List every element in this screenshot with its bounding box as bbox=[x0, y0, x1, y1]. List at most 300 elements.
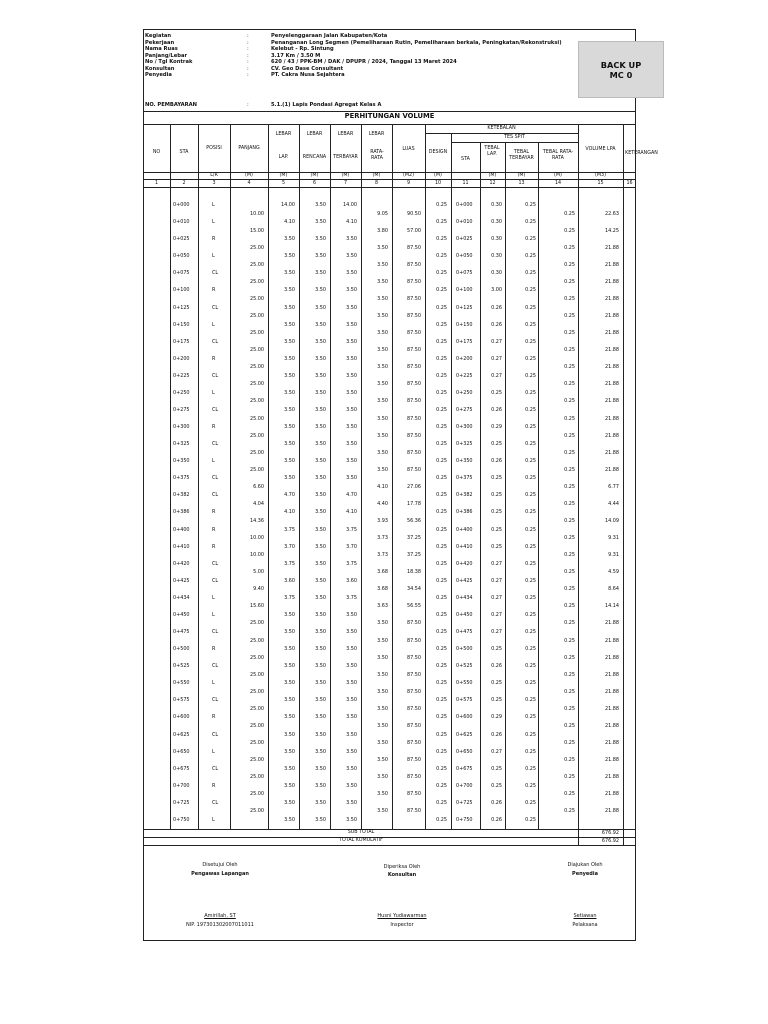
row-lebar-terbayar: 3.50 bbox=[346, 458, 357, 465]
row-posisi: CL bbox=[212, 731, 219, 738]
row-lebar-lap: 3.50 bbox=[284, 304, 295, 311]
row-luas: 18.38 bbox=[406, 569, 421, 576]
row-sta-spit: 0+010 bbox=[456, 219, 473, 226]
row-design: 0.25 bbox=[436, 646, 447, 653]
row-luas: 87.50 bbox=[406, 654, 421, 661]
table-rule bbox=[480, 142, 481, 829]
row-tebal-terbayar: 0.25 bbox=[525, 372, 536, 379]
row-volume: 21.88 bbox=[604, 278, 619, 285]
col-luas: LUAS bbox=[402, 147, 415, 152]
row-sta-spit: 0+375 bbox=[456, 475, 473, 482]
header-info-colon: : bbox=[247, 46, 249, 52]
row-rata-rata: 3.50 bbox=[377, 261, 388, 268]
row-lebar-terbayar: 3.50 bbox=[346, 714, 357, 721]
row-volume: 21.88 bbox=[604, 449, 619, 456]
row-sta-spit: 0+050 bbox=[456, 253, 473, 260]
sig-right-role: Diajukan Oleh bbox=[567, 862, 603, 868]
row-tebal-rata: 0.25 bbox=[564, 671, 575, 678]
row-tebal-terbayar: 0.25 bbox=[525, 594, 536, 601]
row-posisi: CL bbox=[212, 765, 219, 772]
row-lebar-terbayar: 3.50 bbox=[346, 270, 357, 277]
row-luas: 56.36 bbox=[406, 517, 421, 524]
backup-code: MC 0 bbox=[609, 69, 633, 80]
row-luas: 37.25 bbox=[406, 535, 421, 541]
row-sta: 0+386 bbox=[173, 509, 190, 516]
row-tebal-terbayar: 0.25 bbox=[525, 355, 536, 362]
header-info-value: Penyelenggaraan Jalan Kabupaten/Kota bbox=[271, 33, 388, 39]
row-lebar-terbayar: 3.50 bbox=[346, 253, 357, 260]
row-sta-spit: 0+434 bbox=[456, 594, 473, 601]
row-posisi: L bbox=[212, 321, 215, 328]
row-sta: 0+725 bbox=[173, 799, 190, 806]
row-rata-rata: 3.50 bbox=[377, 688, 388, 695]
row-rata-rata: 3.50 bbox=[377, 740, 388, 746]
row-sta-spit: 0+420 bbox=[456, 560, 473, 567]
row-sta: 0+475 bbox=[173, 629, 190, 635]
row-panjang: 25.00 bbox=[249, 261, 264, 268]
row-tebal-lap: 0.25 bbox=[491, 680, 502, 687]
header-info-colon: : bbox=[247, 33, 249, 39]
row-panjang: 25.00 bbox=[249, 330, 264, 337]
row-lebar-lap: 3.50 bbox=[284, 611, 295, 618]
row-rata-rata: 3.50 bbox=[377, 637, 388, 644]
row-volume: 6.77 bbox=[608, 483, 619, 490]
row-lebar-rencana: 3.50 bbox=[315, 202, 326, 208]
col-ketebalan: KETEBALAN bbox=[487, 126, 516, 131]
row-panjang: 25.00 bbox=[249, 398, 264, 405]
row-sta-spit: 0+725 bbox=[456, 799, 473, 806]
row-luas: 87.50 bbox=[406, 330, 421, 337]
table-rule bbox=[143, 845, 636, 846]
row-design: 0.25 bbox=[436, 441, 447, 448]
row-lebar-terbayar: 3.70 bbox=[346, 543, 357, 550]
row-posisi: L bbox=[212, 389, 215, 396]
row-panjang: 25.00 bbox=[249, 740, 264, 746]
row-tebal-lap: 0.25 bbox=[491, 646, 502, 653]
row-sta-spit: 0+275 bbox=[456, 407, 473, 413]
row-design: 0.25 bbox=[436, 389, 447, 396]
row-sta-spit: 0+410 bbox=[456, 543, 473, 550]
row-volume: 22.63 bbox=[604, 210, 619, 217]
row-posisi: CL bbox=[212, 560, 219, 567]
row-luas: 87.50 bbox=[406, 295, 421, 302]
row-tebal-lap: 0.26 bbox=[491, 731, 502, 738]
row-tebal-lap: 0.30 bbox=[491, 253, 502, 260]
col-no: NO bbox=[152, 150, 161, 155]
row-panjang: 25.00 bbox=[249, 449, 264, 456]
row-rata-rata: 3.50 bbox=[377, 313, 388, 319]
row-posisi: CL bbox=[212, 663, 219, 670]
row-tebal-rata: 0.25 bbox=[564, 278, 575, 285]
row-sta-spit: 0+175 bbox=[456, 338, 473, 345]
row-panjang: 25.00 bbox=[249, 415, 264, 422]
row-tebal-lap: 0.25 bbox=[491, 492, 502, 499]
row-tebal-rata: 0.25 bbox=[564, 313, 575, 319]
row-sta: 0+125 bbox=[173, 304, 190, 311]
row-luas: 34.54 bbox=[406, 586, 421, 593]
unit-label: (M) bbox=[279, 173, 288, 178]
row-lebar-terbayar: 3.75 bbox=[346, 560, 357, 567]
row-tebal-rata: 0.25 bbox=[564, 808, 575, 815]
row-panjang: 25.00 bbox=[249, 808, 264, 815]
row-panjang: 25.00 bbox=[249, 791, 264, 798]
row-tebal-rata: 0.25 bbox=[564, 210, 575, 217]
row-luas: 87.50 bbox=[406, 364, 421, 371]
row-design: 0.25 bbox=[436, 304, 447, 311]
row-sta: 0+350 bbox=[173, 458, 190, 465]
row-sta-spit: 0+225 bbox=[456, 372, 473, 379]
row-volume: 21.88 bbox=[604, 381, 619, 388]
row-volume: 21.88 bbox=[604, 415, 619, 422]
row-posisi: L bbox=[212, 458, 215, 465]
row-rata-rata: 3.50 bbox=[377, 415, 388, 422]
row-volume: 21.88 bbox=[604, 432, 619, 439]
col-design: DESIGN bbox=[428, 150, 448, 155]
row-sta-spit: 0+325 bbox=[456, 441, 473, 448]
row-tebal-rata: 0.25 bbox=[564, 483, 575, 490]
row-rata-rata: 3.50 bbox=[377, 791, 388, 798]
row-sta: 0+400 bbox=[173, 526, 190, 533]
row-lebar-rencana: 3.50 bbox=[315, 355, 326, 362]
row-sta-spit: 0+075 bbox=[456, 270, 473, 277]
row-tebal-rata: 0.25 bbox=[564, 535, 575, 541]
row-sta-spit: 0+350 bbox=[456, 458, 473, 465]
no-pembayaran bbox=[145, 102, 381, 108]
row-volume: 21.88 bbox=[604, 808, 619, 815]
row-rata-rata: 3.73 bbox=[377, 535, 388, 541]
total-komulatif-value: 676.92 bbox=[601, 838, 619, 844]
row-lebar-lap: 3.50 bbox=[284, 663, 295, 670]
header-info-value: 3.17 Km / 3.50 M bbox=[271, 52, 321, 59]
row-tebal-terbayar: 0.25 bbox=[525, 526, 536, 533]
row-tebal-rata: 0.25 bbox=[564, 330, 575, 337]
row-rata-rata: 3.50 bbox=[377, 330, 388, 337]
row-lebar-lap: 3.50 bbox=[284, 748, 295, 755]
row-sta-spit: 0+150 bbox=[456, 321, 473, 328]
row-lebar-lap: 3.50 bbox=[284, 714, 295, 721]
row-lebar-lap: 4.70 bbox=[284, 492, 295, 499]
row-lebar-rencana: 3.50 bbox=[315, 389, 326, 396]
row-lebar-terbayar: 3.50 bbox=[346, 236, 357, 243]
sub-total-label: SUB TOTAL bbox=[347, 830, 375, 835]
row-lebar-lap: 3.50 bbox=[284, 731, 295, 738]
row-luas: 87.50 bbox=[406, 620, 421, 627]
row-rata-rata: 4.10 bbox=[377, 483, 388, 490]
row-lebar-lap: 3.50 bbox=[284, 424, 295, 430]
row-luas: 87.50 bbox=[406, 415, 421, 422]
row-lebar-rencana: 3.50 bbox=[315, 407, 326, 413]
row-posisi: CL bbox=[212, 441, 219, 448]
row-tebal-rata: 0.25 bbox=[564, 398, 575, 405]
col-keterangan: KETERANGAN bbox=[625, 151, 658, 156]
row-panjang: 25.00 bbox=[249, 671, 264, 678]
row-panjang: 25.00 bbox=[249, 295, 264, 302]
row-design: 0.25 bbox=[436, 509, 447, 516]
row-luas: 87.50 bbox=[406, 244, 421, 251]
row-posisi: CL bbox=[212, 475, 219, 482]
row-sta-spit: 0+382 bbox=[456, 492, 473, 499]
row-volume: 4.44 bbox=[608, 500, 619, 507]
row-lebar-rencana: 3.50 bbox=[315, 236, 326, 243]
row-tebal-terbayar: 0.25 bbox=[525, 236, 536, 243]
table-rule bbox=[623, 124, 624, 829]
row-lebar-rencana: 3.50 bbox=[315, 492, 326, 499]
row-tebal-lap: 0.25 bbox=[491, 697, 502, 704]
col-lebar-terbayar-title: LEBAR bbox=[337, 132, 354, 137]
row-tebal-lap: 0.29 bbox=[491, 424, 502, 430]
row-lebar-lap: 3.50 bbox=[284, 782, 295, 789]
backup-title: BACK UP bbox=[600, 59, 642, 70]
row-luas: 87.50 bbox=[406, 757, 421, 764]
row-volume: 21.88 bbox=[604, 244, 619, 251]
row-tebal-rata: 0.25 bbox=[564, 449, 575, 456]
row-luas: 87.50 bbox=[406, 705, 421, 712]
row-tebal-lap: 0.27 bbox=[491, 748, 502, 755]
header-info-colon: : bbox=[247, 59, 249, 65]
row-posisi: CL bbox=[212, 799, 219, 806]
row-design: 0.25 bbox=[436, 492, 447, 499]
row-sta: 0+420 bbox=[173, 560, 190, 567]
row-rata-rata: 3.50 bbox=[377, 364, 388, 371]
row-lebar-terbayar: 3.50 bbox=[346, 663, 357, 670]
unit-label: (M2) bbox=[403, 173, 414, 178]
row-volume: 21.88 bbox=[604, 671, 619, 678]
header-info-colon: : bbox=[247, 39, 249, 46]
row-volume: 21.88 bbox=[604, 347, 619, 354]
row-tebal-lap: 0.25 bbox=[491, 509, 502, 516]
table-rule bbox=[143, 179, 636, 180]
row-sta: 0+275 bbox=[173, 407, 190, 413]
row-luas: 87.50 bbox=[406, 466, 421, 473]
row-lebar-lap: 3.50 bbox=[284, 372, 295, 379]
row-design: 0.25 bbox=[436, 526, 447, 533]
row-luas: 87.50 bbox=[406, 722, 421, 729]
row-sta: 0+750 bbox=[173, 816, 190, 823]
row-tebal-terbayar: 0.25 bbox=[525, 782, 536, 789]
row-posisi: R bbox=[212, 287, 216, 294]
row-sta-spit: 0+000 bbox=[456, 202, 473, 208]
table-rule bbox=[143, 187, 636, 188]
row-luas: 57.00 bbox=[406, 227, 421, 234]
row-rata-rata: 3.68 bbox=[377, 586, 388, 593]
row-lebar-lap: 3.50 bbox=[284, 270, 295, 277]
row-lebar-terbayar: 3.50 bbox=[346, 731, 357, 738]
row-tebal-terbayar: 0.25 bbox=[525, 577, 536, 584]
row-design: 0.25 bbox=[436, 611, 447, 618]
row-posisi: R bbox=[212, 714, 216, 721]
unit-label: (M3) bbox=[595, 173, 606, 178]
row-posisi: CL bbox=[212, 270, 219, 277]
row-volume: 21.88 bbox=[604, 637, 619, 644]
row-lebar-terbayar: 3.50 bbox=[346, 304, 357, 311]
row-luas: 87.50 bbox=[406, 261, 421, 268]
row-lebar-rencana: 3.50 bbox=[315, 714, 326, 721]
row-lebar-terbayar: 3.50 bbox=[346, 321, 357, 328]
row-tebal-rata: 0.25 bbox=[564, 261, 575, 268]
row-rata-rata: 3.50 bbox=[377, 671, 388, 678]
row-tebal-rata: 0.25 bbox=[564, 637, 575, 644]
row-lebar-terbayar: 3.50 bbox=[346, 816, 357, 823]
header-info-key: Nama Ruas bbox=[145, 46, 178, 52]
row-sta: 0+700 bbox=[173, 782, 190, 789]
row-tebal-rata: 0.25 bbox=[564, 381, 575, 388]
row-posisi: CL bbox=[212, 577, 219, 584]
col-lebar-terbayar: TERBAYAR bbox=[333, 155, 358, 160]
row-lebar-lap: 3.50 bbox=[284, 458, 295, 465]
row-tebal-lap: 0.25 bbox=[491, 543, 502, 550]
row-posisi: R bbox=[212, 509, 216, 516]
row-panjang: 25.00 bbox=[249, 654, 264, 661]
row-tebal-rata: 0.25 bbox=[564, 415, 575, 422]
row-rata-rata: 3.50 bbox=[377, 466, 388, 473]
col-sta-spit: STA bbox=[461, 157, 470, 162]
row-tebal-rata: 0.25 bbox=[564, 244, 575, 251]
row-rata-rata: 3.50 bbox=[377, 432, 388, 439]
row-sta: 0+100 bbox=[173, 287, 190, 294]
header-info-value: CV. Geo Dase Consultant bbox=[271, 65, 344, 72]
row-sta-spit: 0+500 bbox=[456, 646, 473, 653]
row-tebal-terbayar: 0.25 bbox=[525, 509, 536, 516]
sig-left-role: Disetujui Oleh bbox=[202, 862, 238, 868]
row-volume: 4.59 bbox=[608, 569, 619, 576]
row-tebal-lap: 0.27 bbox=[491, 577, 502, 584]
row-tebal-lap: 0.30 bbox=[491, 219, 502, 226]
row-luas: 87.50 bbox=[406, 808, 421, 815]
row-volume: 14.14 bbox=[604, 603, 619, 610]
row-sta: 0+382 bbox=[173, 492, 190, 499]
row-sta: 0+250 bbox=[173, 389, 190, 396]
header-info-value: Kelebut - Rp. Sintung bbox=[271, 46, 334, 52]
row-volume: 21.88 bbox=[604, 740, 619, 746]
row-tebal-lap: 0.27 bbox=[491, 611, 502, 618]
row-tebal-rata: 0.25 bbox=[564, 517, 575, 524]
col-panjang: PANJANG bbox=[238, 146, 260, 151]
row-tebal-lap: 0.30 bbox=[491, 236, 502, 243]
header-info-key: Penyedia bbox=[145, 72, 172, 78]
row-tebal-rata: 0.25 bbox=[564, 791, 575, 798]
row-tebal-terbayar: 0.25 bbox=[525, 714, 536, 721]
row-tebal-rata: 0.25 bbox=[564, 688, 575, 695]
sig-left-org: Pengawas Lapangan bbox=[191, 871, 249, 877]
table-rule bbox=[451, 142, 578, 143]
row-volume: 21.88 bbox=[604, 466, 619, 473]
row-rata-rata: 3.50 bbox=[377, 295, 388, 302]
row-tebal-lap: 0.27 bbox=[491, 338, 502, 345]
row-tebal-terbayar: 0.25 bbox=[525, 663, 536, 670]
row-lebar-rencana: 3.50 bbox=[315, 475, 326, 482]
row-rata-rata: 3.93 bbox=[377, 517, 388, 524]
row-tebal-terbayar: 0.25 bbox=[525, 560, 536, 567]
row-tebal-terbayar: 0.25 bbox=[525, 697, 536, 704]
row-tebal-terbayar: 0.25 bbox=[525, 338, 536, 345]
header-info-row bbox=[145, 72, 581, 79]
row-lebar-rencana: 3.50 bbox=[315, 458, 326, 465]
col-tebal-terbayar: TEBAL TERBAYAR bbox=[509, 150, 534, 161]
row-lebar-lap: 3.50 bbox=[284, 646, 295, 653]
row-lebar-rencana: 3.50 bbox=[315, 509, 326, 516]
row-rata-rata: 3.50 bbox=[377, 381, 388, 388]
col-lebar-rencana: RENCANA bbox=[302, 155, 327, 160]
row-posisi: L bbox=[212, 594, 215, 601]
row-tebal-lap: 0.30 bbox=[491, 202, 502, 208]
row-lebar-lap: 3.50 bbox=[284, 816, 295, 823]
row-volume: 21.88 bbox=[604, 654, 619, 661]
row-sta-spit: 0+250 bbox=[456, 389, 473, 396]
row-posisi: R bbox=[212, 526, 216, 533]
row-lebar-rencana: 3.50 bbox=[315, 219, 326, 226]
row-tebal-terbayar: 0.25 bbox=[525, 321, 536, 328]
row-design: 0.25 bbox=[436, 680, 447, 687]
row-panjang: 6.60 bbox=[253, 483, 264, 490]
row-lebar-lap: 3.50 bbox=[284, 765, 295, 772]
row-tebal-lap: 0.26 bbox=[491, 321, 502, 328]
row-sta: 0+325 bbox=[173, 441, 190, 448]
row-sta-spit: 0+125 bbox=[456, 304, 473, 311]
row-panjang: 14.36 bbox=[249, 517, 264, 524]
row-design: 0.25 bbox=[436, 372, 447, 379]
header-info-key: Kegiatan bbox=[145, 33, 172, 39]
row-lebar-lap: 14.00 bbox=[280, 202, 295, 208]
row-posisi: L bbox=[212, 748, 215, 755]
unit-label: (M) bbox=[517, 173, 526, 178]
row-posisi: L bbox=[212, 202, 215, 208]
row-panjang: 10.00 bbox=[249, 535, 264, 541]
row-sta: 0+550 bbox=[173, 680, 190, 687]
row-lebar-lap: 3.50 bbox=[284, 680, 295, 687]
header-info-key: Panjang/Lebar bbox=[145, 52, 188, 59]
row-sta: 0+175 bbox=[173, 338, 190, 345]
row-tebal-terbayar: 0.25 bbox=[525, 680, 536, 687]
row-sta-spit: 0+386 bbox=[456, 509, 473, 516]
row-luas: 87.50 bbox=[406, 740, 421, 746]
row-volume: 8.64 bbox=[608, 586, 619, 593]
row-sta: 0+225 bbox=[173, 372, 190, 379]
sig-left-id: NIP. 197301302007011011 bbox=[186, 922, 254, 928]
row-lebar-terbayar: 3.50 bbox=[346, 424, 357, 430]
row-lebar-terbayar: 3.50 bbox=[346, 389, 357, 396]
header-info-colon: : bbox=[247, 65, 249, 72]
row-lebar-rencana: 3.50 bbox=[315, 629, 326, 635]
row-rata-rata: 3.50 bbox=[377, 449, 388, 456]
row-rata-rata: 3.68 bbox=[377, 569, 388, 576]
col-tes-spit: TES SPIT bbox=[504, 135, 525, 140]
row-lebar-terbayar: 3.50 bbox=[346, 697, 357, 704]
row-tebal-lap: 0.27 bbox=[491, 560, 502, 567]
column-number: 13 bbox=[518, 181, 525, 186]
row-tebal-terbayar: 0.25 bbox=[525, 202, 536, 208]
row-volume: 21.88 bbox=[604, 774, 619, 781]
row-tebal-lap: 0.27 bbox=[491, 372, 502, 379]
row-design: 0.25 bbox=[436, 765, 447, 772]
row-volume: 9.31 bbox=[608, 552, 619, 559]
sig-mid-name: Husni Yudiawarman bbox=[377, 913, 427, 919]
row-sta-spit: 0+200 bbox=[456, 355, 473, 362]
row-design: 0.25 bbox=[436, 321, 447, 328]
row-luas: 90.50 bbox=[406, 210, 421, 217]
row-lebar-lap: 3.50 bbox=[284, 338, 295, 345]
row-lebar-lap: 3.70 bbox=[284, 543, 295, 550]
row-luas: 87.50 bbox=[406, 671, 421, 678]
row-lebar-terbayar: 4.10 bbox=[346, 219, 357, 226]
row-sta: 0+150 bbox=[173, 321, 190, 328]
row-sta: 0+675 bbox=[173, 765, 190, 772]
row-panjang: 25.00 bbox=[249, 432, 264, 439]
unit-label: (M) bbox=[372, 173, 381, 178]
row-lebar-terbayar: 3.75 bbox=[346, 526, 357, 533]
row-rata-rata: 3.80 bbox=[377, 227, 388, 234]
row-sta-spit: 0+650 bbox=[456, 748, 473, 755]
row-tebal-rata: 0.25 bbox=[564, 364, 575, 371]
